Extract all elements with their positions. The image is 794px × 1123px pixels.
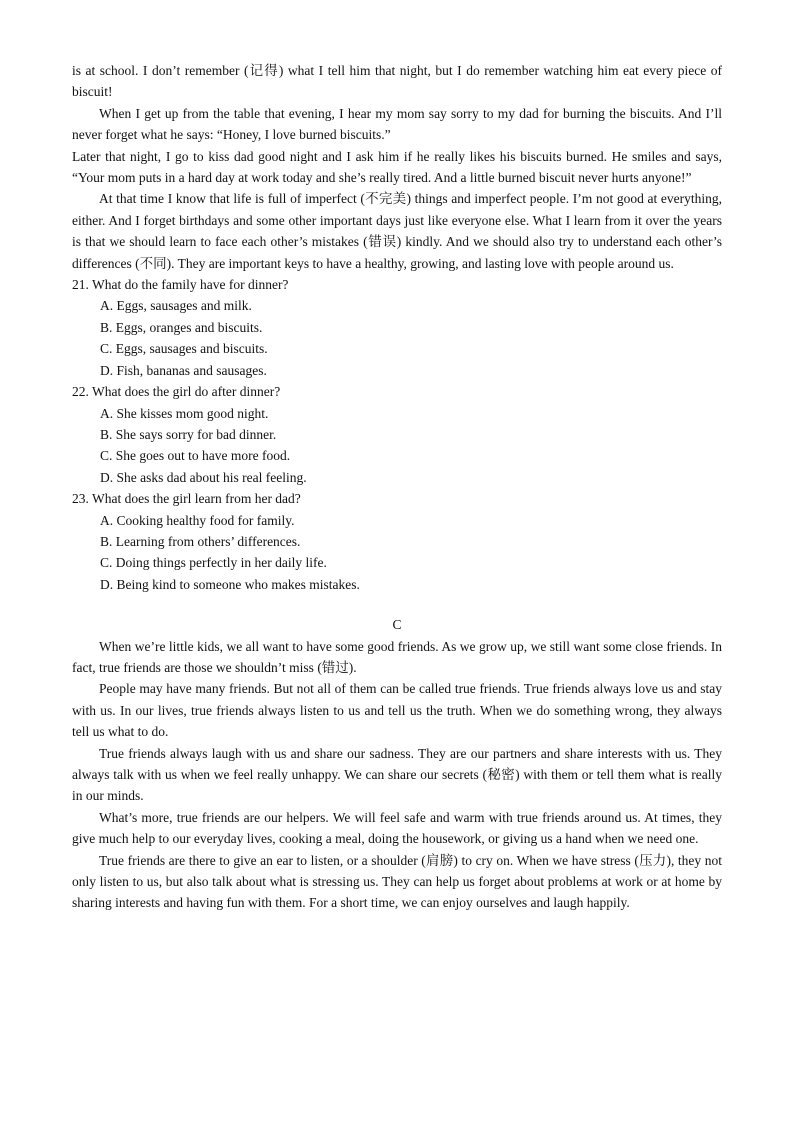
option-d: D. Being kind to someone who makes mistakes.: [100, 576, 360, 592]
passage-c-paragraph-1: When we’re little kids, we all want to have some good friends. As we grow up, we still want some close friends. In fact, true friends are those we shouldn’t miss (错过).: [72, 638, 722, 675]
exam-page: [72, 60, 722, 914]
option-b: B. She says sorry for bad dinner.: [100, 426, 277, 442]
option-b: B. Learning from others’ differences.: [100, 533, 301, 549]
passage-b-paragraph-4: At that time I know that life is full of imperfect (不完美) things and imperfect people. I’m not good at everything, either. And I forget birthdays and some other important days just like everyone else. What I learn from it over the years is that we should learn to face each other’s mistakes (错误) kindly. And we should also try to understand each other’s differences (不同). They are important keys to have a healthy, growing, and lasting love with people around us.: [72, 191, 722, 271]
option-a: A. Cooking healthy food for family.: [100, 512, 295, 528]
option-c: C. Doing things perfectly in her daily life.: [100, 555, 327, 571]
question-21: [72, 274, 722, 381]
option-a: A. She kisses mom good night.: [100, 405, 269, 421]
question-22: [72, 381, 722, 488]
passage-b-paragraph-2: When I get up from the table that evening, I hear my mom say sorry to my dad for burning the biscuits. And I’ll never forget what he says: “Honey, I love burned biscuits.”: [72, 105, 722, 143]
question-stem: 22. What does the girl do after dinner?: [72, 384, 281, 400]
passage-c-paragraph-3: True friends always laugh with us and share our sadness. They are our partners and share interests with us. They always talk with us when we feel really unhappy. We can share our secrets (秘密) with them or tell them what is really in our minds.: [72, 745, 722, 804]
question-23: [72, 488, 722, 595]
option-d: D. Fish, bananas and sausages.: [100, 362, 267, 378]
passage-b-paragraph-continued: is at school. I don’t remember (记得) what I tell him that night, but I do remember watching him eat every piece of biscuit!: [72, 63, 722, 100]
option-d: D. She asks dad about his real feeling.: [100, 469, 307, 485]
passage-b-paragraph-3: Later that night, I go to kiss dad good night and I ask him if he really likes his biscuits burned. He smiles and says, “Your mom puts in a hard day at work today and she’s really tired. And a little burned biscuit never hurts anyone!”: [72, 148, 722, 186]
passage-c-paragraph-4: What’s more, true friends are our helpers. We will feel safe and warm with true friends around us. At times, they give much help to our everyday lives, cooking a meal, doing the housework, or giving us a hand when we need one.: [72, 809, 722, 847]
option-c: C. She goes out to have more food.: [100, 448, 291, 464]
question-stem: 21. What do the family have for dinner?: [72, 277, 289, 293]
passage-c-paragraph-2: People may have many friends. But not all of them can be called true friends. True friends always love us and stay with us. In our lives, true friends always listen to us and tell us the truth. When we do something wrong, they always tell us what to do.: [72, 681, 722, 740]
option-a: A. Eggs, sausages and milk.: [100, 298, 252, 314]
question-stem: 23. What does the girl learn from her dad?: [72, 491, 301, 507]
option-c: C. Eggs, sausages and biscuits.: [100, 341, 268, 357]
section-heading: C: [392, 617, 402, 633]
option-b: B. Eggs, oranges and biscuits.: [100, 319, 263, 335]
passage-c-paragraph-5: True friends are there to give an ear to listen, or a shoulder (肩膀) to cry on. When we have stress (压力), they not only listen to us, but also talk about what is stressing us. They can help us forget about problems at work or at home by sharing interests and having fun with them. For a short time, we can enjoy ourselves and laugh happily.: [72, 852, 722, 911]
